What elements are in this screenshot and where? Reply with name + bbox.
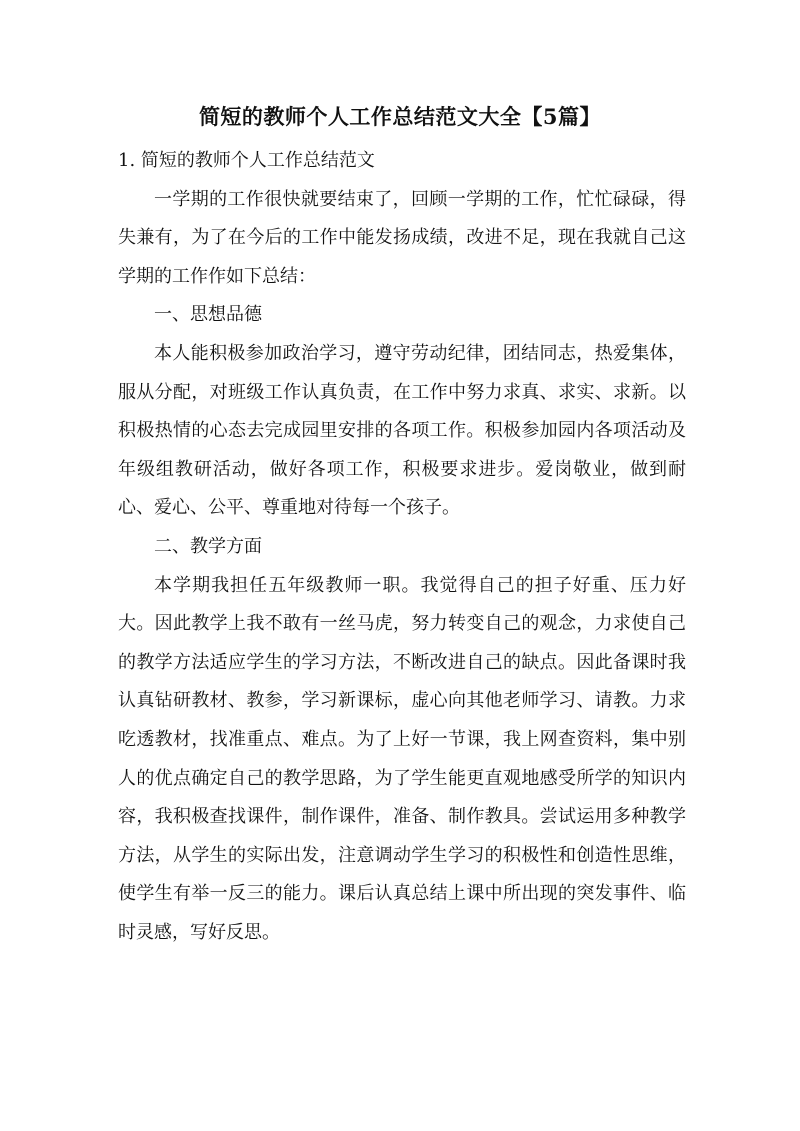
document-body — [118, 142, 686, 952]
paragraph-intro: 一学期的工作很快就要结束了，回顾一学期的工作，忙忙碌碌，得失兼有，为了在今后的工作中能发扬成绩，改进不足，现在我就自己这学期的工作作如下总结： — [118, 188, 686, 287]
paragraph-teaching: 本学期我担任五年级教师一职。我觉得自己的担子好重、压力好大。因此教学上我不敢有一丝马虎，努力转变自己的观念，力求使自己的教学方法适应学生的学习方法，不断改进自己的缺点。因此备课时我认真钻研教材、教参，学习新课标，虚心向其他老师学习、请教。力求吃透教材，找准重点、难点。为了上好一节课，我上网查资料，集中别人的优点确定自己的教学思路，为了学生能更直观地感受所学的知识内容，我积极查找课件，制作课件，准备、制作教具。尝试运用多种教学方法，从学生的实际出发，注意调动学生学习的积极性和创造性思维，使学生有举一反三的能力。课后认真总结上课中所出现的突发事件、临时灵感，写好反思。 — [118, 574, 686, 943]
section-heading: 1. 简短的教师个人工作总结范文 — [118, 150, 375, 171]
subheading-teaching: 二、教学方面 — [154, 535, 262, 557]
subheading-moral: 一、思想品德 — [154, 304, 262, 326]
paragraph-moral: 本人能积极参加政治学习，遵守劳动纪律，团结同志，热爱集体，服从分配，对班级工作认真负责，在工作中努力求真、求实、求新。以积极热情的心态去完成园里安排的各项工作。积极参加园内各项活动及年级组教研活动，做好各项工作，积极要求进步。爱岗敬业，做到耐心、爱心、公平、尊重地对待每一个孩子。 — [118, 342, 686, 519]
document-title: 简短的教师个人工作总结范文大全【5篇】 — [198, 104, 602, 129]
